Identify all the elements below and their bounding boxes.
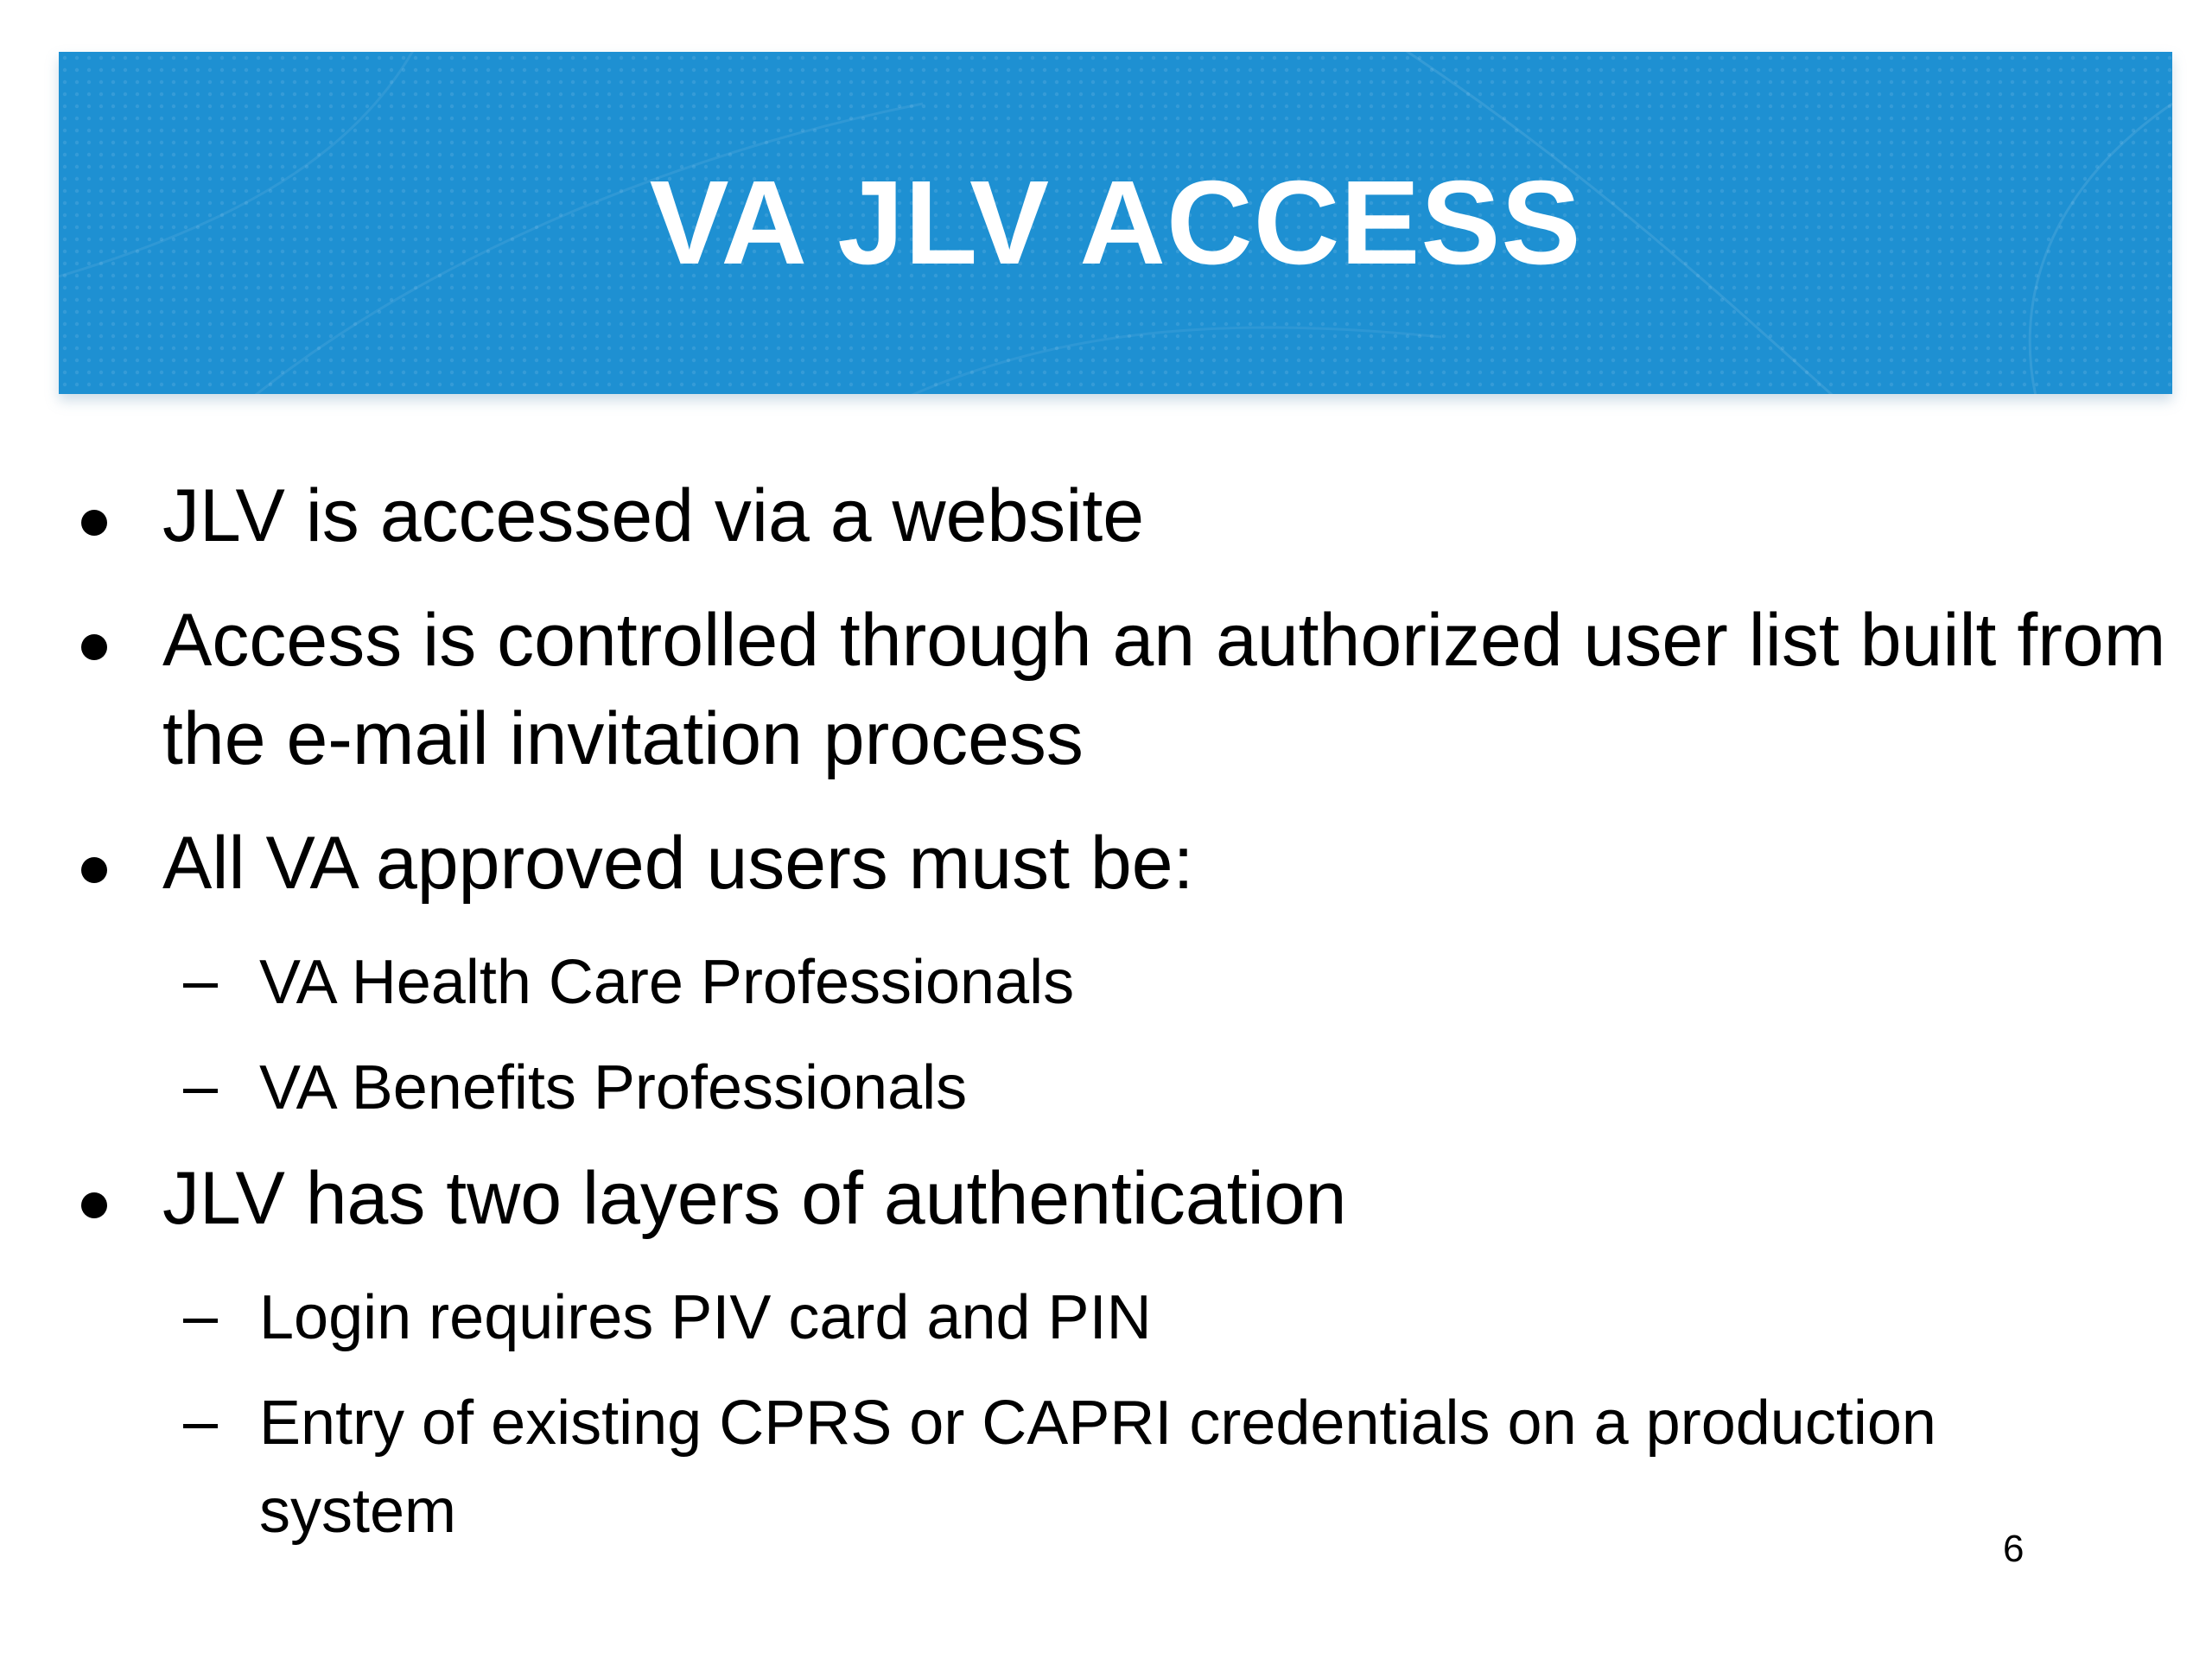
dash-icon xyxy=(183,1089,218,1093)
sub-bullet-text: Entry of existing CPRS or CAPRI credentials on a production system xyxy=(259,1389,1936,1546)
bullet-dot-icon xyxy=(81,857,107,883)
sub-bullet-item xyxy=(0,1274,2212,1362)
sub-bullet-item xyxy=(0,1044,2212,1132)
sub-bullet-text: Login requires PIV card and PIN xyxy=(259,1283,1152,1352)
bullet-item xyxy=(0,1149,2212,1248)
bullet-text: All VA approved users must be: xyxy=(162,822,1194,905)
bullet-text: JLV is accessed via a website xyxy=(162,474,1145,557)
title-banner xyxy=(59,52,2172,394)
bullet-dot-icon xyxy=(81,1192,107,1218)
sub-bullet-text: VA Health Care Professionals xyxy=(259,948,1075,1017)
bullet-item xyxy=(0,467,2212,565)
bullet-text: Access is controlled through an authorized user list built from the e-mail invitation process xyxy=(162,599,2166,780)
bullet-item xyxy=(0,591,2212,788)
dash-icon xyxy=(183,983,218,988)
page-number: 6 xyxy=(2003,1528,2024,1570)
bullet-text: JLV has two layers of authentication xyxy=(162,1157,1347,1240)
slide-title: VA JLV ACCESS xyxy=(649,156,1582,289)
sub-bullet-item xyxy=(0,938,2212,1027)
sub-bullet-item xyxy=(0,1379,2212,1555)
bullet-dot-icon xyxy=(81,510,107,536)
bullet-dot-icon xyxy=(81,634,107,660)
dash-icon xyxy=(183,1424,218,1428)
sub-bullet-text: VA Benefits Professionals xyxy=(259,1053,968,1122)
dash-icon xyxy=(183,1319,218,1323)
bullet-list xyxy=(0,467,2212,1573)
bullet-item xyxy=(0,814,2212,912)
